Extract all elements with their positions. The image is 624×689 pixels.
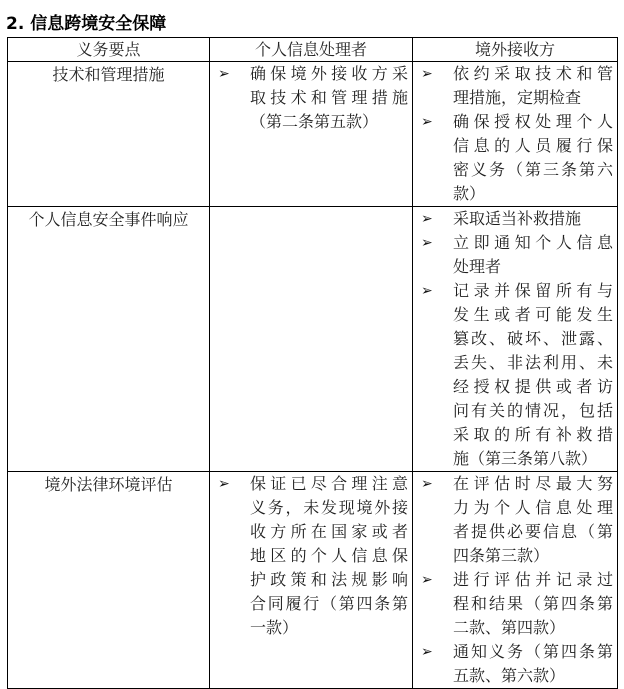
table-row-technical-management-measures <box>8 62 618 207</box>
bullet-text-line: 理措施，定期检查 <box>453 88 582 107</box>
bullet-text-line: 施（第三条第八款） <box>453 449 598 468</box>
header-recipient: 境外接收方 <box>413 38 618 62</box>
bullet-text-line: 确保授权处理个人 <box>453 112 613 131</box>
bullet-text-line: 信息的人员履行保 <box>453 136 613 155</box>
bullet-text-line: 依约采取技术和管 <box>453 64 613 83</box>
processor-bullet-list <box>210 472 412 640</box>
bullet-text-line: 护政策和法规影响 <box>250 570 408 589</box>
processor-obligations-cell <box>210 207 413 472</box>
recipient-obligations-cell <box>413 207 618 472</box>
bullet-text-line: 程和结果（第四条第 <box>453 594 613 613</box>
bullet-text-line: 合同履行（第四条第 <box>250 594 408 613</box>
bullet-text-line: 立即通知个人信息 <box>453 233 613 252</box>
bullet-text-line: 通知义务（第四条第 <box>453 642 613 661</box>
list-item <box>413 231 617 279</box>
bullet-text-line: 采取适当补救措施 <box>453 209 582 228</box>
list-item <box>210 62 412 134</box>
header-obligation-point: 义务要点 <box>8 38 210 62</box>
bullet-text-line: 一款） <box>250 618 299 637</box>
bullet-text-line: 问有关的情况，包括 <box>453 401 613 420</box>
list-item <box>210 472 412 640</box>
bullet-text-line: 取技术和管理措施 <box>250 88 408 107</box>
table-header-row <box>8 38 618 62</box>
bullet-text-line: 款） <box>453 184 486 203</box>
obligations-table <box>7 37 618 689</box>
processor-bullet-list <box>210 62 412 134</box>
recipient-obligations-cell <box>413 62 618 207</box>
table-row-foreign-legal-environment-assessment <box>8 472 618 689</box>
list-item <box>413 110 617 206</box>
list-item <box>413 207 617 231</box>
bullet-text-line: 在评估时尽最大努 <box>453 474 613 493</box>
section-title: 2. 信息跨境安全保障 <box>6 14 167 34</box>
bullet-text-line: 确保境外接收方采 <box>250 64 408 83</box>
list-item <box>413 279 617 471</box>
list-item <box>413 640 617 688</box>
processor-obligations-cell <box>210 62 413 207</box>
arrowhead-bullet-icon: ➢ <box>421 644 433 660</box>
arrowhead-bullet-icon: ➢ <box>421 235 433 251</box>
arrowhead-bullet-icon: ➢ <box>218 476 230 492</box>
bullet-text-line: 者提供必要信息（第 <box>453 522 613 541</box>
bullet-text-line: 篡改、破坏、泄露、 <box>453 329 613 348</box>
bullet-text-line: 密义务（第三条第六 <box>453 160 613 179</box>
recipient-bullet-list <box>413 472 617 688</box>
arrowhead-bullet-icon: ➢ <box>218 66 230 82</box>
arrowhead-bullet-icon: ➢ <box>421 211 433 227</box>
arrowhead-bullet-icon: ➢ <box>421 114 433 130</box>
arrowhead-bullet-icon: ➢ <box>421 283 433 299</box>
header-processor: 个人信息处理者 <box>210 38 413 62</box>
arrowhead-bullet-icon: ➢ <box>421 66 433 82</box>
list-item <box>413 62 617 110</box>
recipient-obligations-cell <box>413 472 618 689</box>
list-item <box>413 568 617 640</box>
obligation-point-cell: 境外法律环境评估 <box>8 472 210 689</box>
bullet-text-line: 经授权提供或者访 <box>453 377 613 396</box>
table-row-security-incident-response <box>8 207 618 472</box>
arrowhead-bullet-icon: ➢ <box>421 476 433 492</box>
recipient-bullet-list <box>413 207 617 471</box>
bullet-text-line: 四条第三款） <box>453 546 550 565</box>
bullet-text-line: 保证已尽合理注意 <box>250 474 408 493</box>
list-item <box>413 472 617 568</box>
recipient-bullet-list <box>413 62 617 206</box>
bullet-text-line: （第二条第五款） <box>250 112 379 131</box>
obligation-point-cell: 个人信息安全事件响应 <box>8 207 210 472</box>
bullet-text-line: 力为个人信息处理 <box>453 498 613 517</box>
bullet-text-line: 地区的个人信息保 <box>250 546 408 565</box>
bullet-text-line: 丢失、非法利用、未 <box>453 353 613 372</box>
processor-obligations-cell <box>210 472 413 689</box>
obligation-point-cell: 技术和管理措施 <box>8 62 210 207</box>
bullet-text-line: 五款、第六款） <box>453 666 566 685</box>
bullet-text-line: 进行评估并记录过 <box>453 570 613 589</box>
bullet-text-line: 义务，未发现境外接 <box>250 498 408 517</box>
arrowhead-bullet-icon: ➢ <box>421 572 433 588</box>
bullet-text-line: 发生或者可能发生 <box>453 305 613 324</box>
bullet-text-line: 收方所在国家或者 <box>250 522 408 541</box>
bullet-text-line: 采取的所有补救措 <box>453 425 613 444</box>
bullet-text-line: 二款、第四款） <box>453 618 566 637</box>
bullet-text-line: 处理者 <box>453 257 502 276</box>
bullet-text-line: 记录并保留所有与 <box>453 281 613 300</box>
